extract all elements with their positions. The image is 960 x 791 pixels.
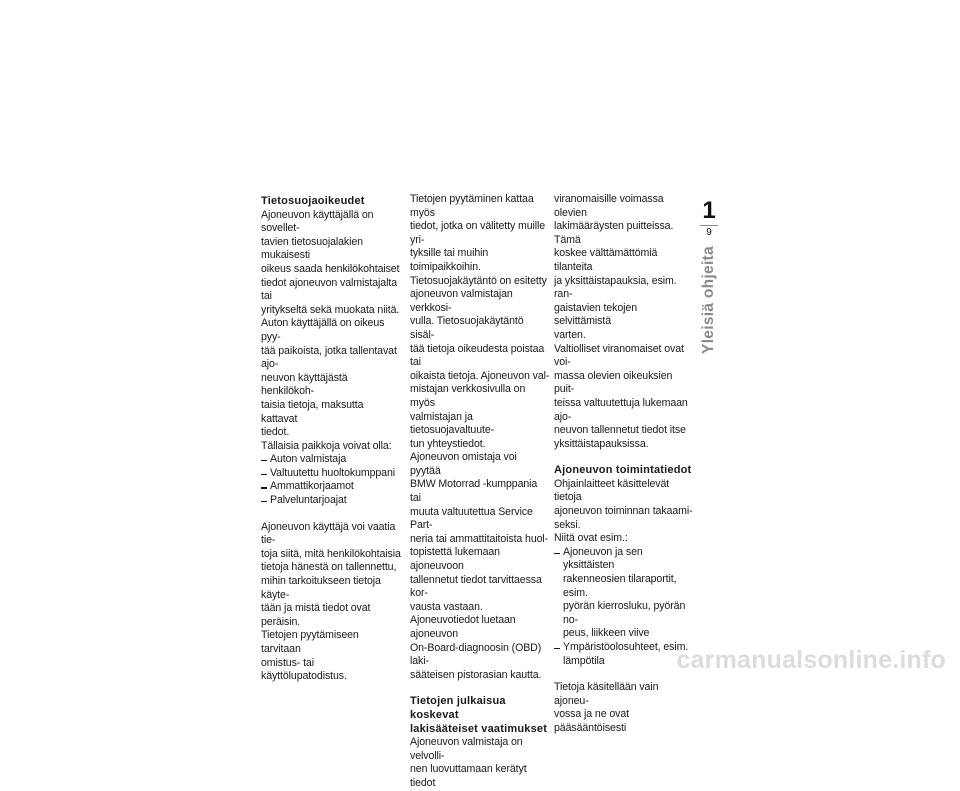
page-number: 9 xyxy=(706,227,712,238)
text-column-2 xyxy=(410,193,550,791)
text-column-1 xyxy=(261,193,401,684)
list-item: Auton valmistaja xyxy=(261,453,401,467)
paragraph: Ohjainlaitteet käsittelevät tietoja ajoneuvon toiminnan takaami- seksi. xyxy=(554,477,693,531)
list-item: Ammattikorjaamot xyxy=(261,480,401,494)
bullet-list xyxy=(554,546,694,668)
chapter-title: Yleisiä ohjeita xyxy=(700,246,717,354)
watermark: carmanualsonline.info xyxy=(676,646,946,674)
heading-data-protection-rights: Tietosuojaoikeudet xyxy=(261,195,365,207)
list-item: Ympäristöolosuhteet, esim. lämpötila xyxy=(554,641,694,668)
paragraph: Ajoneuvotiedot luetaan ajoneuvon On-Board-diagnoosin (OBD) laki- sääteisen pistorasian kautta. xyxy=(410,614,542,681)
paragraph: Tietojen pyytäminen kattaa myös tiedot, jotka on välitetty muille yri- tyksille tai muihin toimipaikkoihin. Tietosuojakäytäntö on esitetty ajoneuvon valmistajan verkkosi- vulla. Tietosuojakäytäntö sisäl- tää tietoja oikeudesta poistaa tai oikaista tietoja. Ajoneuvon val- mistajan verkkosivulla on myös valmistajan ja tietosuojavaltuute- tun yhteystiedot. xyxy=(410,193,550,450)
list-item: Palveluntarjoajat xyxy=(261,494,401,508)
chapter-number: 1 xyxy=(702,197,716,224)
paragraph: Valtiolliset viranomaiset ovat voi- massa olevien oikeuksien puit- teissa valtuutettuja lukemaan ajo- neuvon tallennetut tiedot itse yksittäistapauksissa. xyxy=(554,342,688,450)
paragraph: Tietoja käsitellään vain ajoneu- vossa ja ne ovat pääsääntöisesti xyxy=(554,681,659,734)
list-item: Valtuutettu huoltokumppani xyxy=(261,467,401,481)
paragraph: Ajoneuvon käyttäjällä on sovellet- tavien tietosuojalakien mukaisesti oikeus saada henkilökohtaiset tiedot ajoneuvon valmistajalta tai yritykseltä sekä muokata niitä. Auton käyttäjällä on oikeus pyy- tää paikoista, jotka tallentavat ajo- neuvon käyttäjästä henkilökoh- taisia tietoja, maksutta kattavat tiedot. xyxy=(261,208,400,439)
paragraph: Tällaisia paikkoja voivat olla: xyxy=(261,439,392,452)
paragraph: viranomaisille voimassa olevien lakimääräysten puitteissa. Tämä koskee välttämättömiä tilanteita ja yksittäistapauksia, esim. ran- gaistavien tekojen selvittämistä varten. xyxy=(554,193,677,341)
chapter-marker xyxy=(697,198,721,244)
heading-vehicle-operating-data: Ajoneuvon toimintatiedot xyxy=(554,464,692,477)
paragraph: Ajoneuvon valmistaja on velvolli- nen luovuttamaan kerätyt tiedot xyxy=(410,736,527,789)
paragraph: Ajoneuvon käyttäjä voi vaatia tie- toja siitä, mitä henkilökohtaisia tietoja hänestä on tallennettu, mihin tarkoitukseen tietoja käyte- tään ja mistä tiedot ovat peräisin. Tietojen pyytämiseen tarvitaan omistus- tai käyttölupatodistus. xyxy=(261,520,401,683)
heading-legal-disclosure-requirements: Tietojen julkaisua koskevat lakisääteiset vaatimukset xyxy=(410,695,548,735)
text-column-3 xyxy=(554,193,694,736)
paragraph: Niitä ovat esim.: xyxy=(554,532,628,545)
bullet-list xyxy=(261,453,401,507)
list-item: Ajoneuvon ja sen yksittäisten rakenneosien tilaraportit, esim. pyörän kierrosluku, pyörän no- peus, liikkeen viive xyxy=(554,546,694,641)
paragraph: Ajoneuvon omistaja voi pyytää BMW Motorrad -kumppania tai muuta valtuutettua Service Part- neria tai ammattitaitoista huol- topistettä lukemaan ajoneuvoon tallennetut tiedot tarvittaessa kor- vausta vastaan. xyxy=(410,451,549,613)
